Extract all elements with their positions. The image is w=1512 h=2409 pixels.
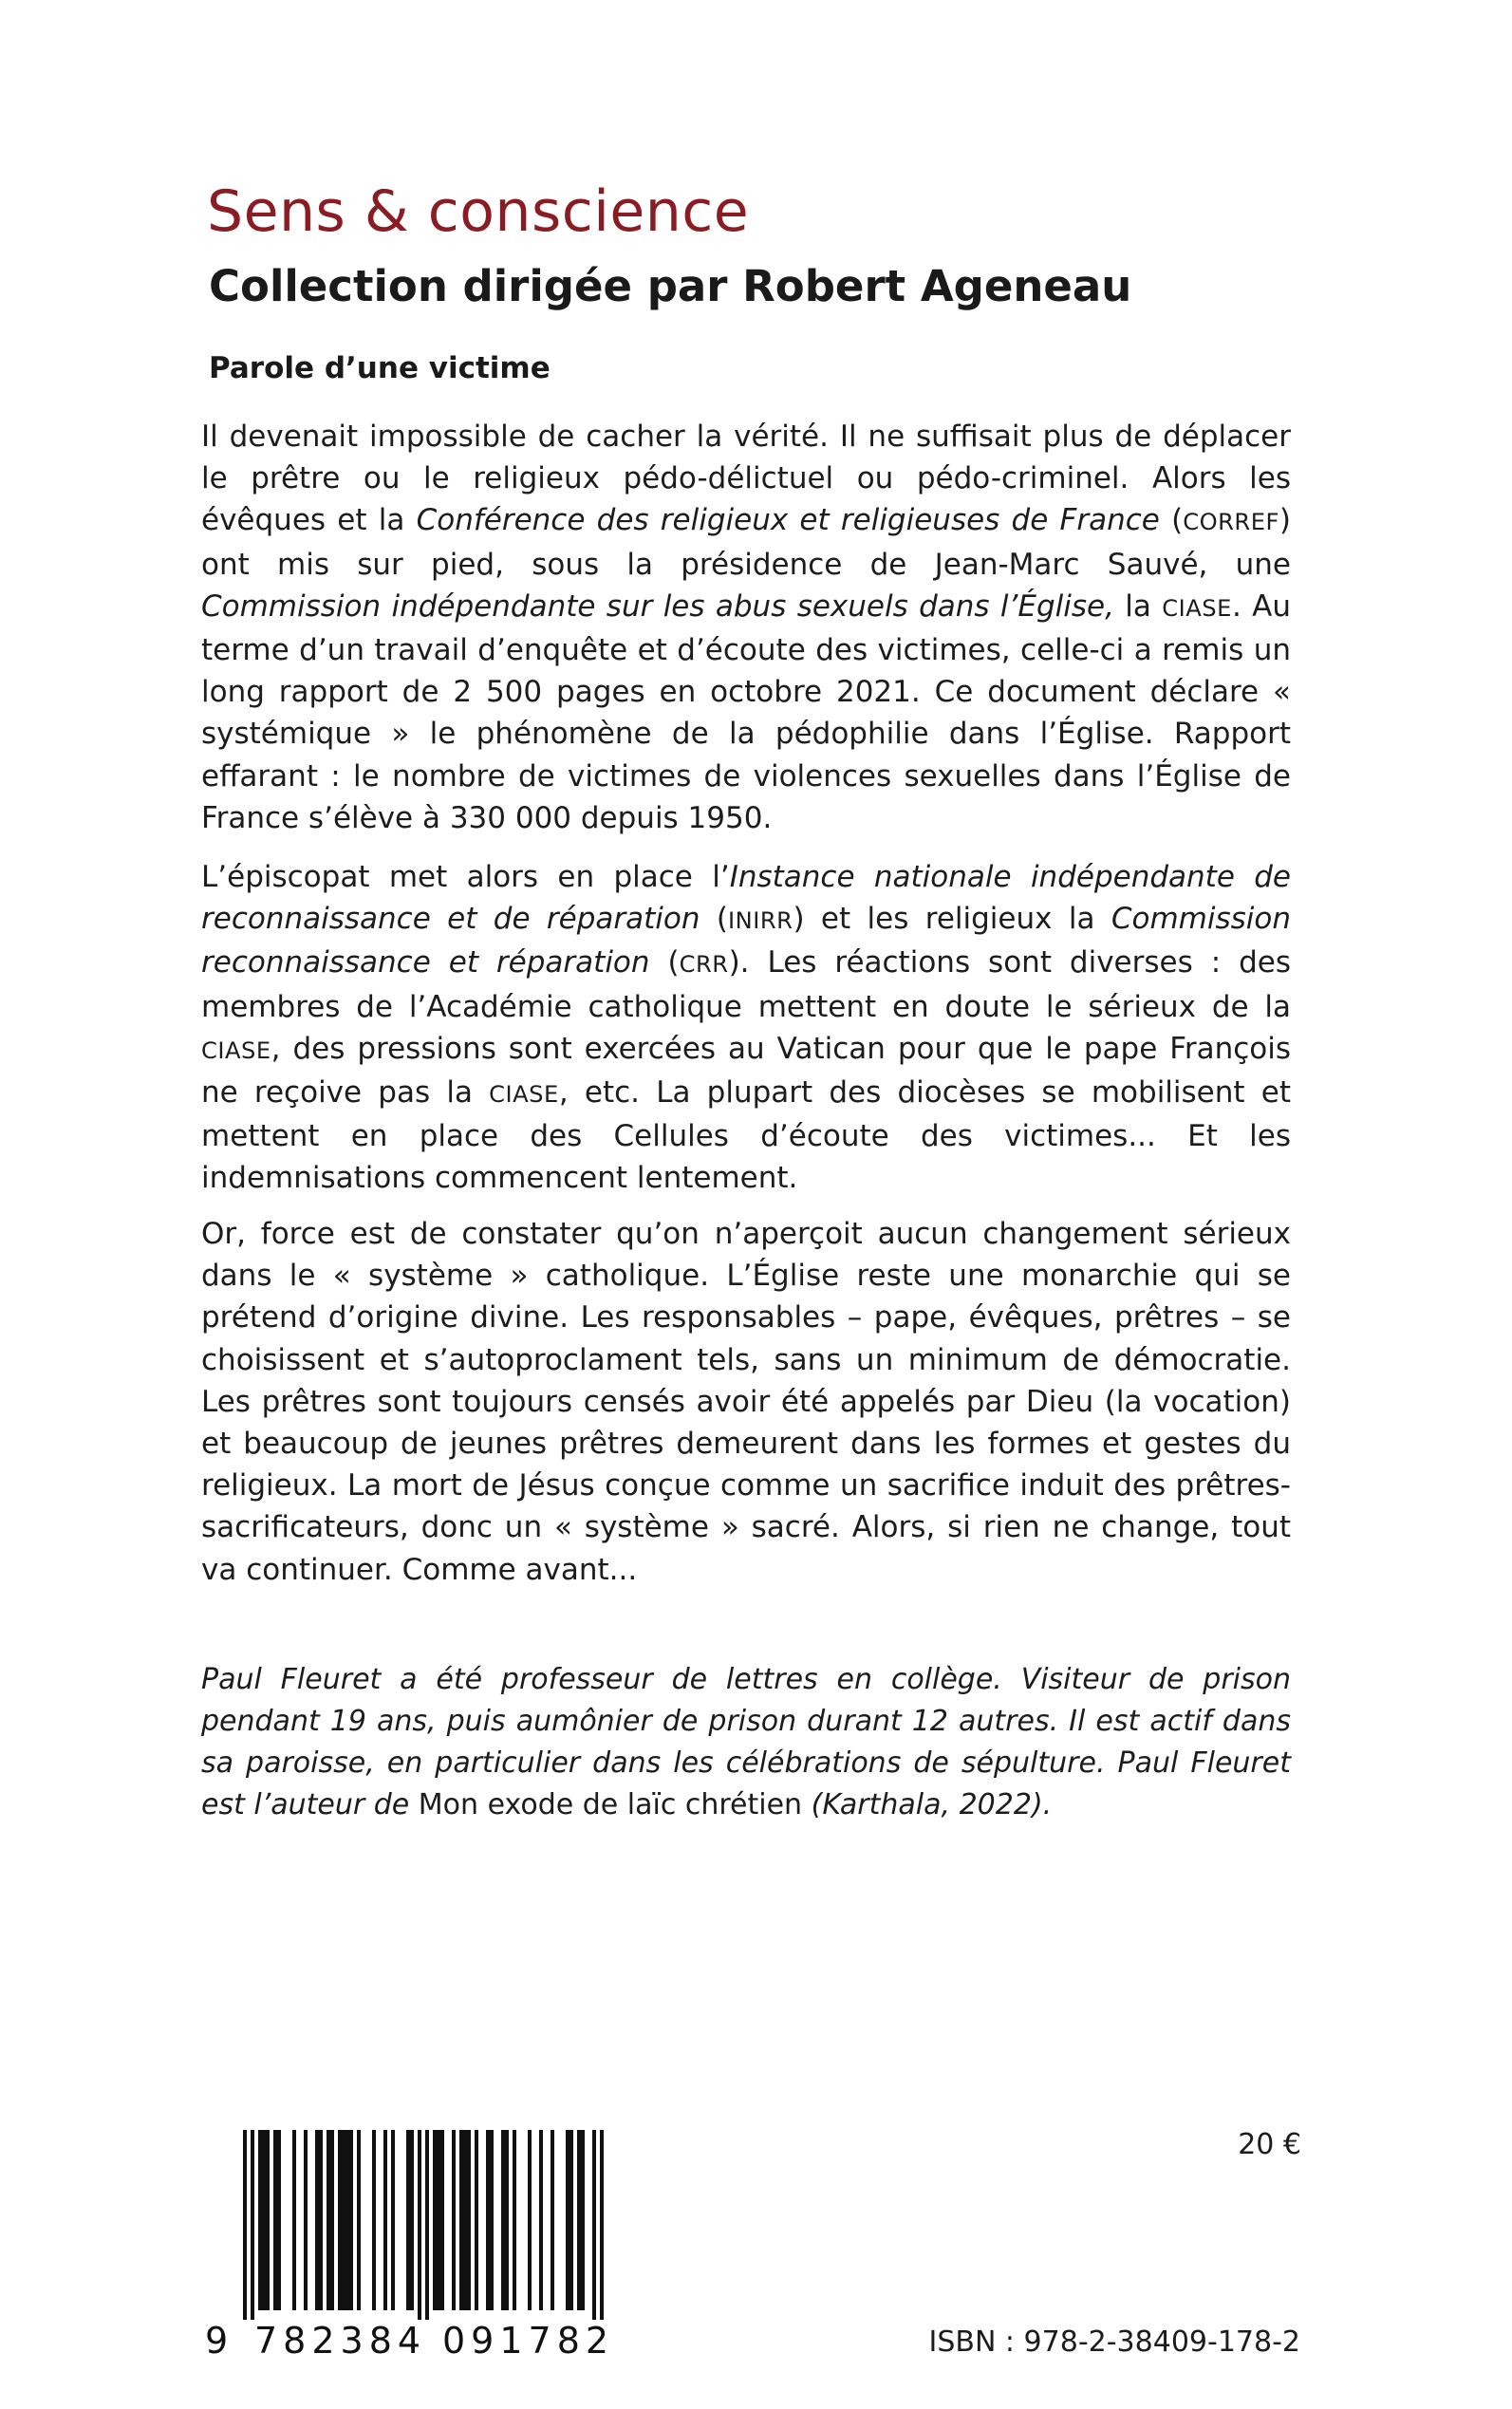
text-run: ( <box>649 945 680 980</box>
barcode-bar <box>391 2130 395 2310</box>
italic-run: Commission indépendante sur les abus sexuels dans l’Église, <box>201 588 1114 624</box>
italic-run: Conférence des religieux et religieuses de France <box>416 503 1160 538</box>
barcode-bar <box>345 2130 349 2310</box>
barcode-bar <box>418 2130 421 2320</box>
barcode-bar <box>539 2130 543 2310</box>
acronym: CRR <box>679 951 729 979</box>
barcode-bar <box>342 2130 345 2310</box>
barcode-bar <box>569 2130 573 2310</box>
barcode-bar <box>251 2130 254 2320</box>
barcode-bar <box>528 2130 532 2310</box>
text-run: L’épiscopat met alors en place l’ <box>201 860 730 894</box>
book-title: Parole d’une victime <box>209 351 551 385</box>
bio-text: (Karthala, 2022). <box>802 1788 1053 1821</box>
barcode-bar <box>258 2130 262 2310</box>
barcode-bar <box>459 2130 463 2310</box>
barcode-bar <box>277 2130 281 2310</box>
isbn: ISBN : 978-2-38409-178-2 <box>928 2325 1300 2359</box>
barcode-bar <box>243 2130 247 2320</box>
barcode-bar <box>372 2130 376 2310</box>
barcode-bar <box>463 2130 467 2310</box>
price: 20 € <box>1238 2128 1301 2161</box>
text-run: , des pressions sont exercées au Vatican pour que le pape François ne reçoive pas la <box>201 1031 1291 1111</box>
barcode-bar <box>433 2130 437 2310</box>
italic-run: Commission reconnaissance et réparation <box>201 902 1291 980</box>
barcode-bar <box>349 2130 353 2310</box>
barcode-bar <box>452 2130 456 2310</box>
text-run: ) ont mis sur pied, sous la présidence de Jean-Marc Sauvé, une <box>201 503 1292 582</box>
acronym: CIASE <box>201 1036 271 1064</box>
barcode-bars <box>205 2130 625 2320</box>
bio-text: Paul Fleuret a été professeur de lettres en collège. Visiteur de prison pendant 19 ans, puis aumônier de prison durant 12 autres. Il est actif dans sa paroisse, en particulier dans les célébrations de sépulture. Paul Fleuret est l’auteur de <box>201 1663 1291 1821</box>
summary-paragraph-1 <box>201 416 1291 839</box>
barcode-bar <box>315 2130 319 2310</box>
acronym: CIASE <box>489 1081 559 1109</box>
barcode <box>205 2130 625 2362</box>
barcode-bar <box>592 2130 596 2320</box>
barcode-bar <box>330 2130 334 2310</box>
barcode-bar <box>513 2130 516 2310</box>
barcode-bar <box>486 2130 490 2310</box>
text-run: . Au terme d’un travail d’enquête et d’écoute des victimes, celle-ci a remis un long rapport de 2 500 pages en octobre 2021. Ce document déclare « systémique » le phénomène de la pédophilie dans l’Église. Rapport effarant : le nombre de victimes de violences sexuelles dans l’Église de France s’élève à 330 000 depuis 1950. <box>201 588 1291 835</box>
collection-title: Sens & conscience <box>207 178 750 245</box>
barcode-bar <box>600 2130 604 2320</box>
barcode-bar <box>437 2130 440 2310</box>
barcode-bar <box>440 2130 444 2310</box>
summary-paragraph-2 <box>201 856 1291 1200</box>
text-run: la <box>1113 588 1163 624</box>
barcode-bar <box>357 2130 361 2310</box>
barcode-bar <box>383 2130 387 2310</box>
text-run: , etc. La plupart des diocèses se mobilisent et mettent en place des Cellules d’écoute des victimes... Et les indemnisations commencent lentement. <box>201 1075 1291 1196</box>
barcode-bar <box>292 2130 296 2310</box>
barcode-left-digits: 782384 <box>254 2320 427 2362</box>
author-bio <box>201 1659 1291 1826</box>
barcode-bar <box>505 2130 509 2310</box>
barcode-bar <box>319 2130 323 2310</box>
barcode-bar <box>304 2130 308 2310</box>
barcode-bar <box>566 2130 569 2310</box>
acronym: CIASE <box>1162 594 1232 622</box>
book-reference: Mon exode de laïc chrétien <box>418 1788 803 1821</box>
barcode-bar <box>425 2130 429 2320</box>
italic-run: Instance nationale indépendante de reconnaissance et de réparation <box>201 860 1291 937</box>
barcode-bar <box>266 2130 270 2310</box>
barcode-bar <box>581 2130 585 2310</box>
barcode-bar <box>501 2130 505 2310</box>
barcode-bar <box>551 2130 554 2310</box>
barcode-right-digits: 091782 <box>442 2320 615 2362</box>
barcode-bar <box>273 2130 277 2310</box>
acronym: CORREF <box>1183 509 1279 536</box>
text-run: ). Les réactions sont diverses : des membres de l’Académie catholique mettent en doute le sérieux de la <box>201 945 1292 1024</box>
text-run: ( <box>700 902 729 937</box>
text-run: ) et les religieux la <box>793 902 1111 937</box>
collection-subtitle: Collection dirigée par Robert Ageneau <box>209 261 1132 311</box>
barcode-bar <box>490 2130 494 2310</box>
barcode-bar <box>475 2130 478 2310</box>
barcode-bar <box>577 2130 581 2310</box>
acronym: INIRR <box>728 907 793 935</box>
barcode-bar <box>338 2130 342 2310</box>
barcode-bar <box>262 2130 266 2310</box>
barcode-first-digit: 9 <box>205 2320 234 2362</box>
text-run: Il devenait impossible de cacher la vérité. Il ne suffisait plus de déplacer le prêtre ou le religieux pédo-délictuel ou pédo-criminel. Alors les évêques et la <box>201 420 1291 538</box>
barcode-bar <box>410 2130 414 2310</box>
barcode-bar <box>406 2130 410 2310</box>
text-run: ( <box>1159 503 1184 538</box>
barcode-bar <box>467 2130 471 2310</box>
summary-paragraph-3: Or, force est de constater qu’on n’aperçoit aucun changement sérieux dans le « système » catholique. L’Église reste une monarchie qui se prétend d’origine divine. Les responsables – pape, évêques, prêtres – se choisissent et s’autoproclament tels, sans un minimum de démocratie. Les prêtres sont toujours censés avoir été appelés par Dieu (la vocation) et beaucoup de jeunes prêtres demeurent dans les formes et gestes du religieux. La mort de Jésus conçue comme un sacrifice induit des prêtres-sacrificateurs, donc un « système » sacré. Alors, si rien ne change, tout va continuer. Comme avant... <box>201 1217 1291 1587</box>
barcode-bar <box>327 2130 330 2310</box>
